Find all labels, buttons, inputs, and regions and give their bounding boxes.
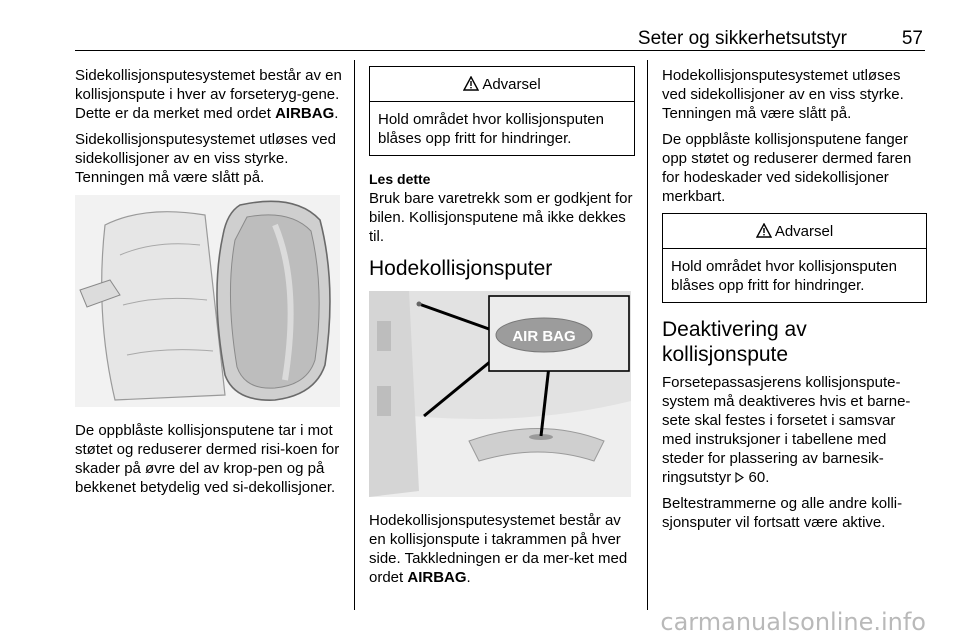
head-airbag-roof-illustration xyxy=(369,291,631,497)
watermark: carmanualsonline.info xyxy=(660,608,926,636)
paragraph: Hodekollisjonsputesystemet utløses ved sidekollisjoner av en viss styrke. Tenningen må være slått på. xyxy=(662,67,904,122)
paragraph: Sidekollisjonsputesystemet består av en kollisjonspute i hver av forseteryg-gene. Dette er da merket med ordet AIRBAG. xyxy=(75,67,342,122)
warning-text: Hold området hvor kollisjonsputen blåses opp fritt for hindringer. xyxy=(378,111,604,147)
paragraph: De oppblåste kollisjonsputene fanger opp støtet og reduserer dermed faren for hodeskader ved sidekollisjoner merkbart. xyxy=(662,131,912,205)
page-number: 57 xyxy=(901,28,923,49)
column-divider xyxy=(354,60,355,610)
warning-triangle-icon xyxy=(463,76,479,91)
paragraph: Beltestrammerne og alle andre kolli-sjonsputer vil fortsatt være aktive. xyxy=(662,495,903,531)
airbag-label: AIR BAG xyxy=(512,328,576,345)
warning-box xyxy=(662,213,927,303)
column-3 xyxy=(662,66,927,539)
warning-triangle-icon xyxy=(756,223,772,238)
warning-title: Advarsel xyxy=(774,223,834,240)
paragraph: Sidekollisjonsputesystemet utløses ved sidekollisjoner av en viss styrke. Tenningen må være slått på. xyxy=(75,131,336,186)
airbag-word: AIRBAG xyxy=(407,569,467,586)
paragraph: Forsetepassasjerens kollisjonspute-system må deaktiveres hvis et barne-sete skal festes i forsetet i samsvar med instruksjoner i tabellene med steder for plassering av barnesik-ringsutstyr 60. xyxy=(662,374,911,486)
page-header xyxy=(75,28,925,51)
warning-title: Advarsel xyxy=(482,76,541,93)
warning-header xyxy=(370,67,634,102)
column-divider xyxy=(647,60,648,610)
section-heading: Hodekollisjonsputer xyxy=(369,257,553,280)
airbag-word: AIRBAG xyxy=(275,105,335,122)
warning-header xyxy=(663,214,926,249)
warning-box xyxy=(369,66,635,156)
reference-arrow-icon xyxy=(735,472,744,483)
paragraph: Hodekollisjonsputesystemet består av en kollisjonspute i takrammen på hver side. Takkledningen er da mer-ket med ordet AIRBAG. xyxy=(369,512,628,586)
note-text: Bruk bare varetrekk som er godkjent for bilen. Kollisjonsputene må ikke dekkes til. xyxy=(369,190,633,245)
column-2 xyxy=(369,66,635,594)
paragraph: De oppblåste kollisjonsputene tar i mot støtet og reduserer dermed risi-koen for skader på øvre del av krop-pen og på bekkenet betydelig ved si-dekollisjoner. xyxy=(75,422,340,496)
warning-text: Hold området hvor kollisjonsputen blåses opp fritt for hindringer. xyxy=(671,258,897,294)
note-title: Les dette xyxy=(369,171,431,187)
section-title: Seter og sikkerhetsutstyr xyxy=(637,28,847,49)
section-heading: Deaktivering av kollisjonspute xyxy=(662,318,807,366)
page-reference[interactable]: 60. xyxy=(744,469,770,486)
column-1 xyxy=(75,66,343,504)
side-airbag-seat-illustration xyxy=(75,195,340,407)
